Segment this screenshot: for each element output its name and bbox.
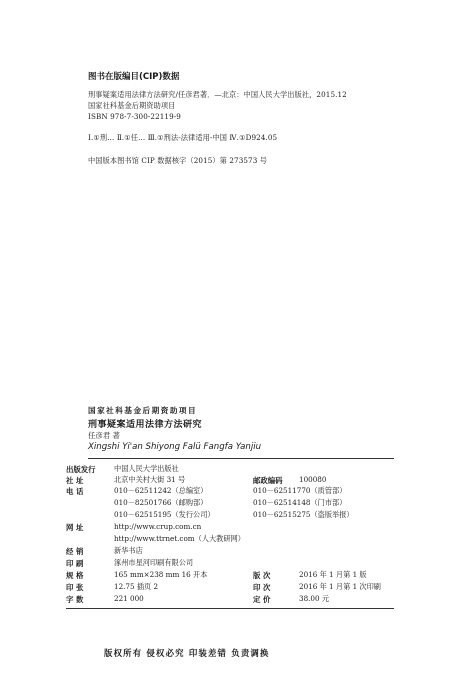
phone-value: 010－62514148（门市部）	[253, 498, 347, 507]
pinyin-title: Xingshi Yi'an Shiyong Falü Fangfa Yanjiu	[88, 442, 262, 452]
printing-value: 2016 年 1 月第 1 次印刷	[299, 582, 381, 591]
sheets-value: 12.75 插页 2	[114, 582, 159, 591]
distributor-label: 经 销	[66, 547, 84, 556]
address-value: 北京中关村大街 31 号	[114, 475, 186, 484]
format-value: 165 mm×238 mm 16 开本	[114, 570, 208, 579]
website-value: http://www.ttrnet.com（人大教研网）	[114, 534, 245, 543]
price-value: 38.00 元	[299, 594, 330, 603]
printing-label: 印 次	[253, 583, 271, 592]
cip-classification-line: Ⅰ.①刑… Ⅱ.①任… Ⅲ.①刑法-法律适用-中国 Ⅳ.①D924.05	[88, 133, 278, 142]
publisher-value: 中国人民大学出版社	[114, 464, 179, 473]
word-count-label: 字 数	[66, 595, 84, 604]
series-name: 国家社科基金后期资助项目	[88, 406, 198, 415]
book-title: 刑事疑案适用法律方法研究	[88, 420, 203, 430]
cip-data-number-line: 中国版本图书馆 CIP 数据核字（2015）第 273573 号	[88, 156, 268, 165]
phone-value: 010－62515275（盗版举报）	[253, 510, 354, 519]
author: 任彦君 著	[88, 431, 120, 440]
cip-isbn-line: ISBN 978-7-300-22119-9	[88, 112, 181, 121]
edition-value: 2016 年 1 月第 1 版	[299, 570, 367, 579]
printer-value: 涿州市星河印刷有限公司	[114, 558, 194, 567]
phone-value: 010－62515195（发行公司）	[114, 510, 215, 519]
phone-label: 电 话	[66, 487, 84, 496]
postcode-label: 邮政编码	[253, 476, 283, 485]
website-label: 网 址	[66, 523, 84, 532]
distributor-value: 新华书店	[114, 546, 143, 555]
format-label: 规 格	[66, 571, 84, 580]
price-label: 定 价	[253, 595, 271, 604]
cip-series-line: 国家社科基金后期资助项目	[88, 101, 176, 110]
cip-heading: 图书在版编目(CIP)数据	[88, 72, 180, 82]
edition-label: 版 次	[253, 571, 271, 580]
top-divider	[88, 458, 394, 459]
copyright-notice: 版权所有 侵权必究 印装差错 负责调换	[104, 648, 270, 658]
printer-label: 印 刷	[66, 559, 84, 568]
word-count-value: 221 000	[114, 594, 144, 603]
cip-record-line: 刑事疑案适用法律方法研究/任彦君著．—北京：中国人民大学出版社，2015.12	[88, 90, 347, 99]
bottom-divider	[66, 608, 394, 609]
address-label: 社 址	[66, 476, 84, 485]
phone-value: 010－62511770（质管部）	[253, 486, 347, 495]
website-value: http://www.crup.com.cn	[114, 522, 202, 531]
sheets-label: 印 张	[66, 583, 84, 592]
publisher-label: 出版发行	[66, 465, 96, 474]
postcode-value: 100080	[299, 475, 327, 484]
phone-value: 010－82501766（邮购部）	[114, 498, 208, 507]
phone-value: 010－62511242（总编室）	[114, 486, 208, 495]
